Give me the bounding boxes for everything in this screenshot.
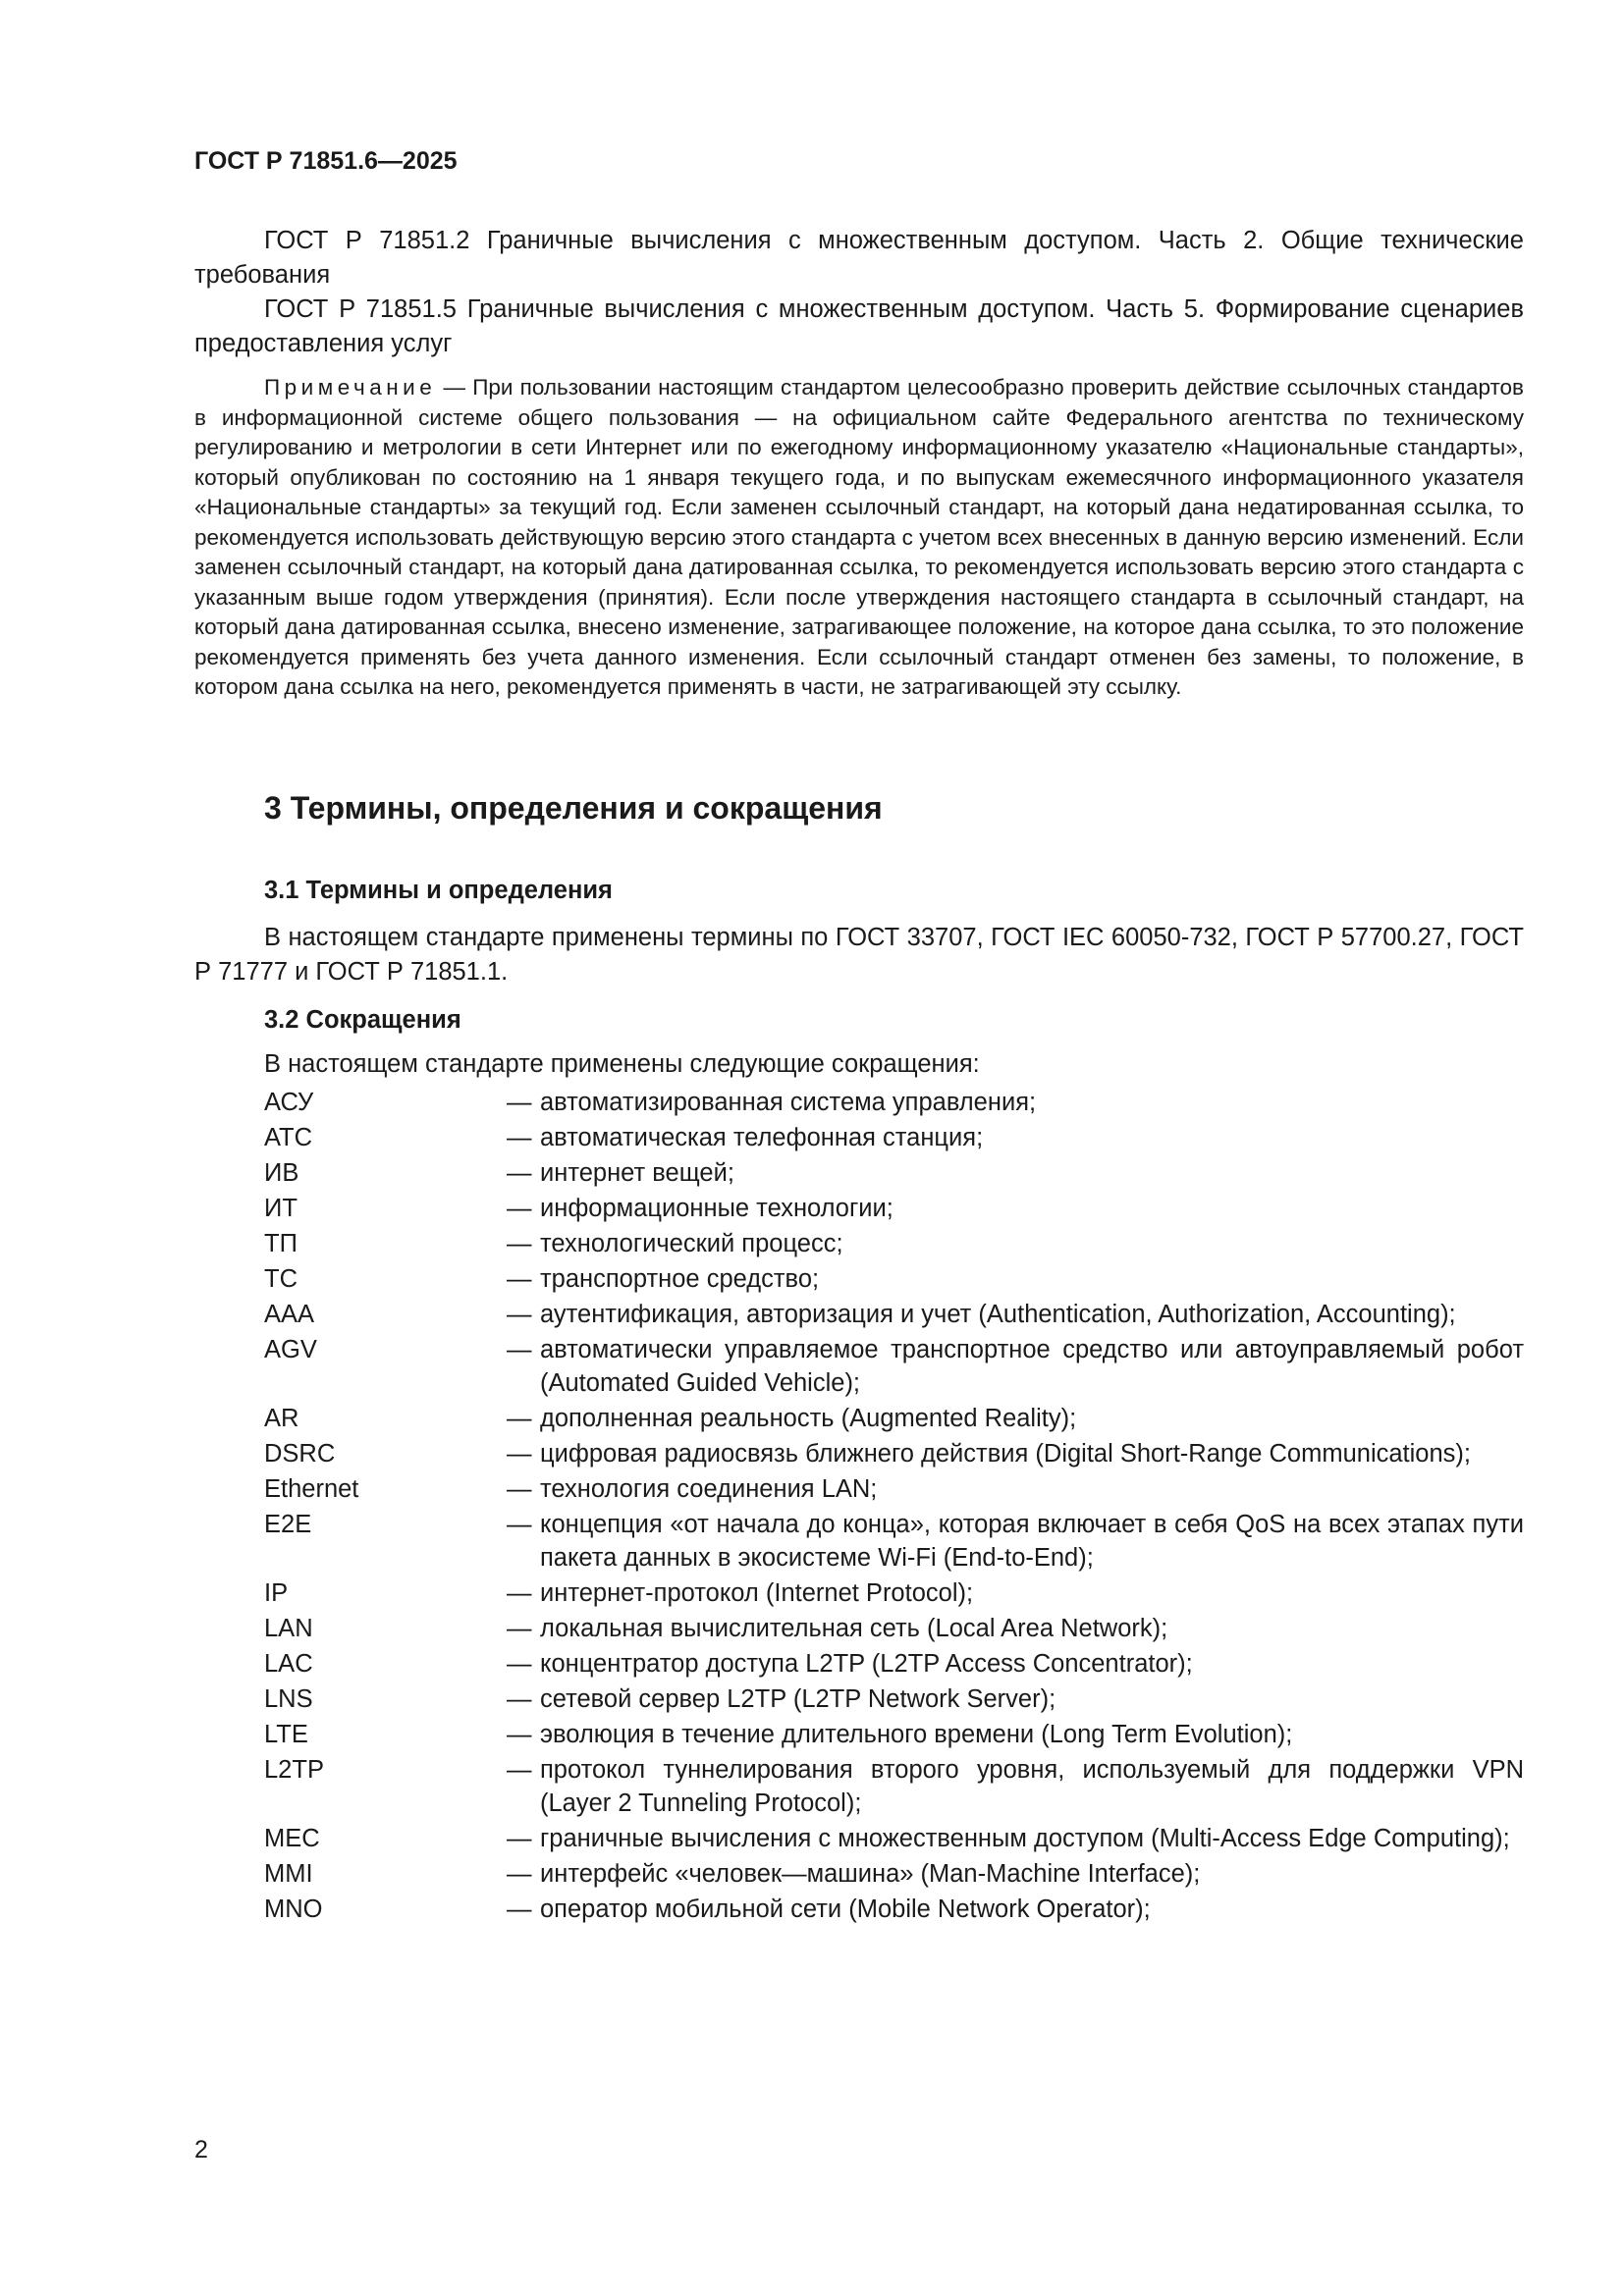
abbreviation-row [264, 1822, 1524, 1855]
em-dash: — [507, 1301, 532, 1328]
em-dash: — [507, 1650, 532, 1678]
em-dash: — [507, 1825, 532, 1852]
abbreviation-definition [507, 1333, 1524, 1400]
abbreviation-definition-text: технологический процесс; [540, 1230, 843, 1257]
abbreviation-term: АТС [264, 1124, 313, 1151]
abbreviation-row [264, 1472, 1524, 1506]
em-dash: — [507, 1756, 532, 1784]
abbreviation-definition [507, 1718, 1524, 1751]
document-header: ГОСТ Р 71851.6—2025 [194, 147, 458, 175]
em-dash: — [507, 1336, 532, 1363]
abbreviation-term: AGV [264, 1336, 317, 1363]
terms-heading: 3.1 Термины и определения [264, 877, 613, 904]
abbreviation-definition-text: автоматически управляемое транспортное средство или автоуправляемый робот (Automated Guided Vehicle); [540, 1336, 1524, 1397]
abbreviation-definition [507, 1262, 1524, 1296]
abbreviation-term: LTE [264, 1721, 308, 1748]
abbreviation-definition [507, 1121, 1524, 1154]
abbreviation-definition-text: автоматизированная система управления; [540, 1089, 1037, 1116]
abbreviation-row [264, 1437, 1524, 1470]
abbreviation-term: AAA [264, 1301, 315, 1328]
note-label: Примечание [264, 375, 437, 400]
em-dash: — [507, 1230, 532, 1257]
abbreviation-row [264, 1647, 1524, 1681]
abbreviation-definition-text: сетевой сервер L2TP (L2TP Network Server); [540, 1685, 1056, 1713]
abbreviation-definition-text: дополненная реальность (Augmented Reality); [540, 1405, 1077, 1432]
abbreviation-term: ТС [264, 1265, 298, 1293]
em-dash: — [507, 1475, 532, 1503]
abbreviations-list [264, 1086, 1524, 1928]
abbreviation-row [264, 1893, 1524, 1926]
abbreviation-definition [507, 1857, 1524, 1891]
reference-item: ГОСТ Р 71851.2 Граничные вычисления с множественным доступом. Часть 2. Общие технические требования [194, 227, 1524, 289]
em-dash: — [507, 1685, 532, 1713]
abbreviation-definition [507, 1682, 1524, 1716]
abbreviation-term: LAC [264, 1650, 313, 1678]
abbreviation-term: MEC [264, 1825, 320, 1852]
abbreviation-term: ТП [264, 1230, 298, 1257]
abbreviation-row [264, 1857, 1524, 1891]
abbreviation-definition-text: эволюция в течение длительного времени (Long Term Evolution); [540, 1721, 1293, 1748]
em-dash: — [507, 1195, 532, 1222]
abbreviation-term: LAN [264, 1615, 313, 1642]
em-dash: — [507, 1089, 532, 1116]
section-title: 3 Термины, определения и сокращения [264, 790, 883, 826]
abbreviation-definition [507, 1612, 1524, 1645]
page-number: 2 [194, 2136, 208, 2163]
abbreviation-row [264, 1333, 1524, 1400]
abbreviation-definition [507, 1227, 1524, 1260]
abbreviation-term: L2TP [264, 1756, 324, 1784]
em-dash: — [507, 1615, 532, 1642]
abbreviation-definition-text: информационные технологии; [540, 1195, 893, 1222]
abbreviation-row [264, 1192, 1524, 1225]
abbreviation-term: LNS [264, 1685, 313, 1713]
abbreviation-definition [507, 1753, 1524, 1820]
terms-paragraph: В настоящем стандарте применены термины по ГОСТ 33707, ГОСТ IEC 60050-732, ГОСТ Р 57700.27, ГОСТ Р 71777 и ГОСТ Р 71851.1. [194, 924, 1524, 986]
abbreviation-term: E2E [264, 1511, 312, 1538]
abbreviation-row [264, 1576, 1524, 1610]
abbreviation-definition [507, 1647, 1524, 1681]
note-text: — При пользовании настоящим стандартом целесообразно проверить действие ссылочных стандартов в информационной системе общего пользования — на официальном сайте Федерального агентства по техническому регулированию и метрологии в сети Интернет или по ежегодному информационному указателю «Национальные стандарты», который опубликован по состоянию на 1 января текущего года, и по выпускам ежемесячного информационного указателя «Национальные стандарты» за текущий год. Если заменен ссылочный стандарт, на который дана недатированная ссылка, то рекомендуется использовать действующую версию этого стандарта с учетом всех внесенных в данную версию изменений. Если заменен ссылочный стандарт, на который дана датированная ссылка, то рекомендуется использовать версию этого стандарта с указанным выше годом утверждения (принятия). Если после утверждения настоящего стандарта в ссылочный стандарт, на который дана датированная ссылка, внесено изменение, затрагивающее положение, на которое дана ссылка, то это положение рекомендуется применять без учета данного изменения. Если ссылочный стандарт отменен без замены, то положение, в котором дана ссылка на него, рекомендуется применять в части, не затрагивающей эту ссылку. [194, 375, 1524, 699]
abbreviation-row [264, 1753, 1524, 1820]
abbreviation-definition-text: концепция «от начала до конца», которая включает в себя QoS на всех этапах пути пакета данных в экосистеме Wi-Fi (End-to-End); [540, 1511, 1524, 1572]
abbreviation-row [264, 1718, 1524, 1751]
abbreviation-definition [507, 1472, 1524, 1506]
abbreviation-term: DSRC [264, 1440, 336, 1468]
abbreviation-term: AR [264, 1405, 299, 1432]
em-dash: — [507, 1721, 532, 1748]
abbreviation-definition-text: концентратор доступа L2TP (L2TP Access Concentrator); [540, 1650, 1193, 1678]
em-dash: — [507, 1896, 532, 1923]
em-dash: — [507, 1860, 532, 1888]
reference-item: ГОСТ Р 71851.5 Граничные вычисления с множественным доступом. Часть 5. Формирование сценариев предоставления услуг [194, 295, 1524, 357]
abbreviation-definition [507, 1576, 1524, 1610]
em-dash: — [507, 1579, 532, 1607]
abbreviation-row [264, 1262, 1524, 1296]
abbreviation-definition-text: оператор мобильной сети (Mobile Network Operator); [540, 1896, 1151, 1923]
em-dash: — [507, 1265, 532, 1293]
abbreviation-definition-text: локальная вычислительная сеть (Local Area Network); [540, 1615, 1168, 1642]
abbreviation-row [264, 1508, 1524, 1575]
abbreviation-definition [507, 1822, 1524, 1855]
abbreviation-term: MMI [264, 1860, 313, 1888]
abbreviation-term: ИТ [264, 1195, 298, 1222]
abbreviation-row [264, 1086, 1524, 1119]
abbreviation-row [264, 1402, 1524, 1435]
abbreviation-definition [507, 1086, 1524, 1119]
abbreviation-definition [507, 1893, 1524, 1926]
abbreviation-definition-text: интернет вещей; [540, 1159, 734, 1187]
abbreviation-definition [507, 1298, 1524, 1331]
abbreviation-definition [507, 1437, 1524, 1470]
abbreviation-definition-text: автоматическая телефонная станция; [540, 1124, 984, 1151]
abbreviation-definition-text: интерфейс «человек—машина» (Man-Machine Interface); [540, 1860, 1201, 1888]
references-block [194, 224, 1524, 361]
abbreviation-definition-text: технология соединения LAN; [540, 1475, 878, 1503]
abbreviation-definition-text: интернет-протокол (Internet Protocol); [540, 1579, 974, 1607]
em-dash: — [507, 1405, 532, 1432]
note-paragraph [194, 373, 1524, 703]
abbreviation-definition-text: протокол туннелирования второго уровня, используемый для поддержки VPN (Layer 2 Tunneling Protocol); [540, 1756, 1524, 1817]
em-dash: — [507, 1159, 532, 1187]
abbreviation-definition [507, 1192, 1524, 1225]
abbreviation-definition-text: цифровая радиосвязь ближнего действия (Digital Short-Range Communications); [540, 1440, 1471, 1468]
abbreviation-row [264, 1612, 1524, 1645]
abbreviation-term: Ethernet [264, 1475, 359, 1503]
abbreviation-definition [507, 1156, 1524, 1190]
abbreviation-row [264, 1121, 1524, 1154]
em-dash: — [507, 1124, 532, 1151]
abbreviation-definition-text: транспортное средство; [540, 1265, 820, 1293]
abbreviation-row [264, 1298, 1524, 1331]
abbreviation-term: ИВ [264, 1159, 299, 1187]
abbreviation-row [264, 1227, 1524, 1260]
abbreviation-definition-text: аутентификация, авторизация и учет (Authentication, Authorization, Accounting); [540, 1301, 1456, 1328]
abbreviation-definition [507, 1508, 1524, 1575]
abbreviation-term: MNO [264, 1896, 323, 1923]
abbreviations-heading: 3.2 Сокращения [264, 1006, 461, 1034]
abbreviations-intro: В настоящем стандарте применены следующие сокращения: [264, 1050, 980, 1078]
abbreviation-definition-text: граничные вычисления с множественным доступом (Multi-Access Edge Computing); [540, 1825, 1510, 1852]
abbreviation-term: IP [264, 1579, 289, 1607]
abbreviation-term: АСУ [264, 1089, 314, 1116]
em-dash: — [507, 1440, 532, 1468]
abbreviation-definition [507, 1402, 1524, 1435]
abbreviation-row [264, 1682, 1524, 1716]
abbreviation-row [264, 1156, 1524, 1190]
em-dash: — [507, 1511, 532, 1538]
